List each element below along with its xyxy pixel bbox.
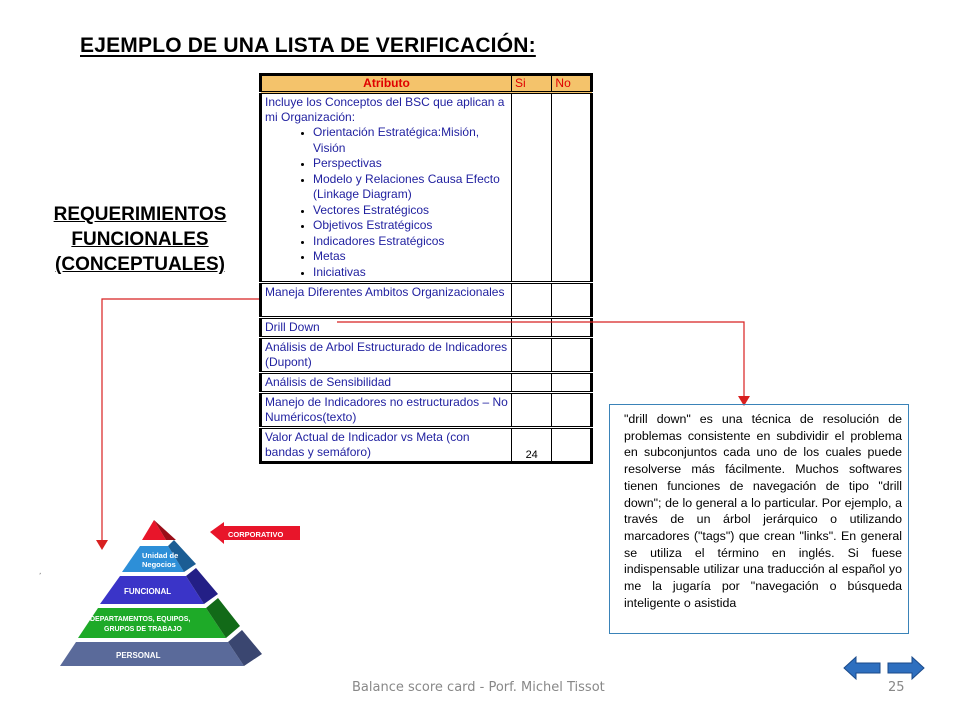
table-row bbox=[261, 318, 592, 338]
yes-cell bbox=[511, 373, 551, 393]
row-label: Manejo de Indicadores no estructurados – No Numéricos(texto) bbox=[265, 395, 508, 424]
drill-down-note: "drill down" es una técnica de resolución de problemas consistente en subdividir el problema en subconjuntos cada uno de los cuales puede resolverse más fácilmente. Muchos softwares tienen funciones de navegación de tipo "drill down"; de lo general a lo particular. Por ejemplo, a través de un árbol jerárquico o utilizando marcadores ("tags") que crean "links". En general se utiliza el término en inglés. Si fuese indispensable utilizar una traducción al español yo me la jugaría por "navegación o búsqueda inteligente o asistida bbox=[609, 404, 909, 634]
corporativo-label: CORPORATIVO bbox=[228, 530, 284, 539]
table-row bbox=[261, 338, 592, 373]
heading-line-3: (CONCEPTUALES) bbox=[55, 254, 225, 275]
heading-line-1: REQUERIMIENTOS bbox=[53, 204, 227, 225]
no-cell bbox=[552, 338, 592, 373]
connector-left bbox=[102, 299, 259, 541]
arrow-left-icon bbox=[844, 657, 880, 679]
previous-slide-button[interactable] bbox=[842, 654, 882, 682]
no-cell bbox=[552, 373, 592, 393]
header-attribute: Atributo bbox=[261, 75, 512, 93]
list-item: • Perspectivas bbox=[313, 156, 508, 172]
no-cell bbox=[552, 283, 592, 318]
stray-mark: ʼ bbox=[39, 572, 42, 580]
no-cell bbox=[552, 428, 592, 463]
level-label: Unidad de bbox=[142, 551, 179, 560]
no-cell bbox=[552, 318, 592, 338]
yes-cell bbox=[511, 338, 551, 373]
list-item: • Metas bbox=[313, 249, 508, 265]
list-item: • Vectores Estratégicos bbox=[313, 203, 508, 219]
table-page-number: 24 bbox=[525, 449, 538, 461]
header-yes: Si bbox=[511, 75, 551, 93]
next-slide-button[interactable] bbox=[886, 654, 926, 682]
footer-text: Balance score card - Porf. Michel Tissot bbox=[352, 680, 605, 695]
yes-cell bbox=[511, 93, 551, 283]
no-cell bbox=[552, 393, 592, 428]
list-item: • Indicadores Estratégicos bbox=[313, 234, 508, 250]
table-row bbox=[261, 393, 592, 428]
yes-cell bbox=[511, 283, 551, 318]
yes-cell bbox=[511, 393, 551, 428]
table-row bbox=[261, 373, 592, 393]
level-label: FUNCIONAL bbox=[124, 587, 172, 596]
table-header-row bbox=[261, 75, 592, 93]
footer-page-number: 25 bbox=[888, 680, 905, 695]
yes-cell bbox=[511, 318, 551, 338]
table-row bbox=[261, 283, 592, 318]
heading-line-2: FUNCIONALES bbox=[71, 229, 209, 250]
no-cell bbox=[552, 93, 592, 283]
row-label: Drill Down bbox=[265, 320, 320, 334]
header-no: No bbox=[552, 75, 592, 93]
level-label: DEPARTAMENTOS, EQUIPOS, bbox=[90, 616, 191, 623]
list-item: • Orientación Estratégica:Misión, Visión bbox=[313, 125, 508, 156]
table-row bbox=[261, 93, 592, 283]
list-item: • Iniciativas bbox=[313, 265, 508, 281]
row-label: Análisis de Sensibilidad bbox=[265, 375, 392, 389]
bsc-bullet-list bbox=[265, 125, 508, 280]
list-item: • Objetivos Estratégicos bbox=[313, 218, 508, 234]
row-label: Valor Actual de Indicador vs Meta (con bandas y semáforo) bbox=[265, 430, 470, 459]
level-label: Negocios bbox=[142, 560, 176, 569]
slide-title: EJEMPLO DE UNA LISTA DE VERIFICACIÓN: bbox=[80, 34, 536, 57]
row-label: Análisis de Arbol Estructurado de Indicadores (Dupont) bbox=[265, 340, 508, 369]
pyramid-departments bbox=[78, 608, 226, 638]
org-pyramid bbox=[58, 518, 338, 678]
list-item: • Modelo y Relaciones Causa Efecto (Linkage Diagram) bbox=[313, 172, 508, 203]
level-label: GRUPOS DE TRABAJO bbox=[104, 626, 182, 633]
yes-cell bbox=[511, 428, 551, 463]
table-row bbox=[261, 428, 592, 463]
row-label: Maneja Diferentes Ambitos Organizacionales bbox=[265, 285, 505, 299]
bsc-intro: Incluye los Conceptos del BSC que aplican a mi Organización: bbox=[265, 95, 505, 124]
requirements-heading bbox=[30, 202, 250, 277]
level-label: PERSONAL bbox=[116, 651, 161, 660]
arrow-right-icon bbox=[888, 657, 924, 679]
checklist-table bbox=[259, 73, 593, 464]
